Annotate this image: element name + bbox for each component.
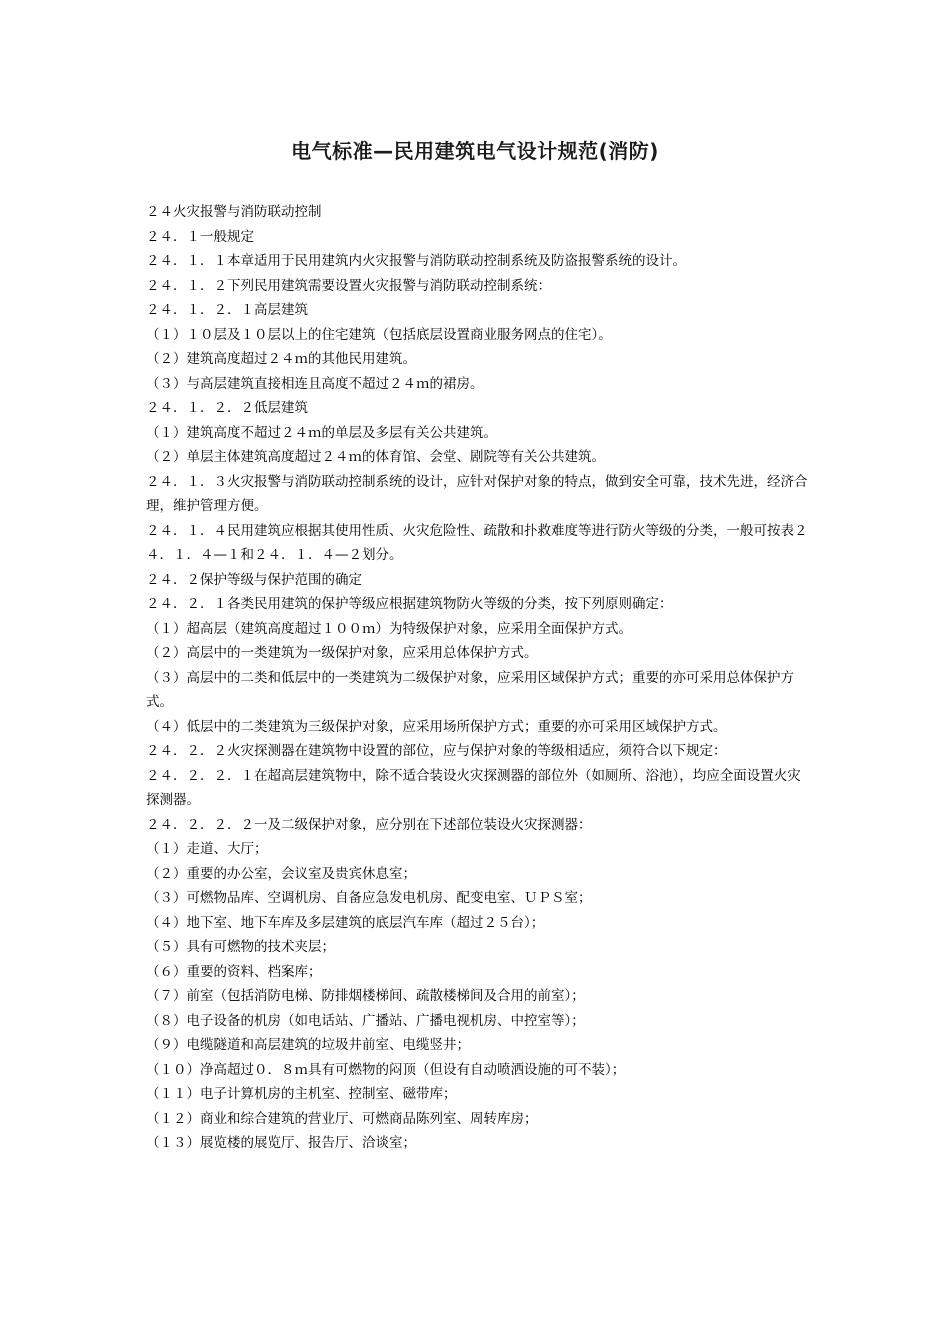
list-item: （８）电子设备的机房（如电话站、广播站、广播电视机房、中控室等）； bbox=[146, 1012, 585, 1029]
clause-paragraph: ２４．１．２．２低层建筑 bbox=[146, 400, 308, 416]
list-item: （１１）电子计算机房的主机室、控制室、磁带库； bbox=[146, 1086, 457, 1102]
clause-paragraph: ２４．２．２．２一及二级保护对象，应分别在下述部位装设火灾探测器： bbox=[146, 816, 592, 833]
subsection-heading: ２４．２保护等级与保护范围的确定 bbox=[146, 571, 362, 588]
list-item: （２）建筑高度超过２４ｍ的其他民用建筑。 bbox=[146, 351, 416, 367]
list-item: （１２）商业和综合建筑的营业厅、可燃商品陈列室、周转库房； bbox=[146, 1110, 538, 1127]
clause-paragraph: ２４．１．１本章适用于民用建筑内火灾报警与消防联动控制系统及防盗报警系统的设计。 bbox=[146, 253, 686, 269]
clause-paragraph: ２４．１．２下列民用建筑需要设置火灾报警与消防联动控制系统： bbox=[146, 277, 551, 294]
list-item: （３）可燃物品库、空调机房、自备应急发电机房、配变电室、ＵＰＳ室； bbox=[146, 890, 592, 906]
list-item: （１）１０层及１０层以上的住宅建筑（包括底层设置商业服务网点的住宅）。 bbox=[146, 326, 612, 343]
list-item: （３）高层中的二类和低层中的一类建筑为二级保护对象，应采用区域保护方式；重要的亦可采用总体保护方式。 bbox=[146, 669, 794, 710]
clause-paragraph: ２４．１．２．１高层建筑 bbox=[146, 302, 308, 318]
section-heading: ２４火灾报警与消防联动控制 bbox=[146, 204, 322, 220]
list-item: （１）建筑高度不超过２４ｍ的单层及多层有关公共建筑。 bbox=[146, 424, 497, 441]
list-item: （４）低层中的二类建筑为三级保护对象，应采用场所保护方式；重要的亦可采用区域保护方式。 bbox=[146, 718, 727, 735]
list-item: （１）走道、大厅； bbox=[146, 841, 268, 857]
subsection-heading: ２４．１一般规定 bbox=[146, 228, 254, 245]
list-item: （９）电缆隧道和高层建筑的垃圾井前室、电缆竖井； bbox=[146, 1037, 470, 1053]
list-item: （１０）净高超过０．８ｍ具有可燃物的闷顶（但设有自动喷洒设施的可不装）； bbox=[146, 1061, 626, 1078]
clause-paragraph: ２４．２．２．１在超高层建筑物中，除不适合装设火灾探测器的部位外（如厕所、浴池），均应全面设置火灾探测器。 bbox=[146, 767, 801, 808]
list-item: （６）重要的资料、档案库； bbox=[146, 963, 322, 980]
list-item: （２）高层中的一类建筑为一级保护对象，应采用总体保护方式。 bbox=[146, 645, 538, 661]
list-item: （３）与高层建筑直接相连且高度不超过２４ｍ的裙房。 bbox=[146, 375, 484, 392]
list-item: （１３）展览楼的展览厅、报告厅、洽谈室； bbox=[146, 1135, 416, 1151]
list-item: （４）地下室、地下车库及多层建筑的底层汽车库（超过２５台）； bbox=[146, 914, 545, 931]
list-item: （１）超高层（建筑高度超过１００ｍ）为特级保护对象，应采用全面保护方式。 bbox=[146, 620, 632, 637]
clause-paragraph: ２４．１．４民用建筑应根据其使用性质、火灾危险性、疏散和扑救难度等进行防火等级的分类，一般可按表２４．１．４—１和２４．１．４—２划分。 bbox=[146, 522, 808, 563]
list-item: （７）前室（包括消防电梯、防排烟楼梯间、疏散楼梯间及合用的前室）； bbox=[146, 988, 585, 1004]
document-body bbox=[146, 200, 810, 1156]
list-item: （２）重要的办公室，会议室及贵宾休息室； bbox=[146, 865, 416, 882]
page-title: 电气标准—民用建筑电气设计规范(消防) bbox=[291, 139, 659, 163]
clause-paragraph: ２４．２．１各类民用建筑的保护等级应根据建筑物防火等级的分类，按下列原则确定： bbox=[146, 596, 673, 612]
list-item: （２）单层主体建筑高度超过２４ｍ的体育馆、会堂、剧院等有关公共建筑。 bbox=[146, 449, 605, 465]
list-item: （５）具有可燃物的技术夹层； bbox=[146, 939, 335, 955]
clause-paragraph: ２４．１．３火灾报警与消防联动控制系统的设计，应针对保护对象的特点，做到安全可靠，技术先进，经济合理，维护管理方便。 bbox=[146, 473, 808, 514]
clause-paragraph: ２４．２．２火灾探测器在建筑物中设置的部位，应与保护对象的等级相适应，须符合以下规定： bbox=[146, 743, 727, 759]
